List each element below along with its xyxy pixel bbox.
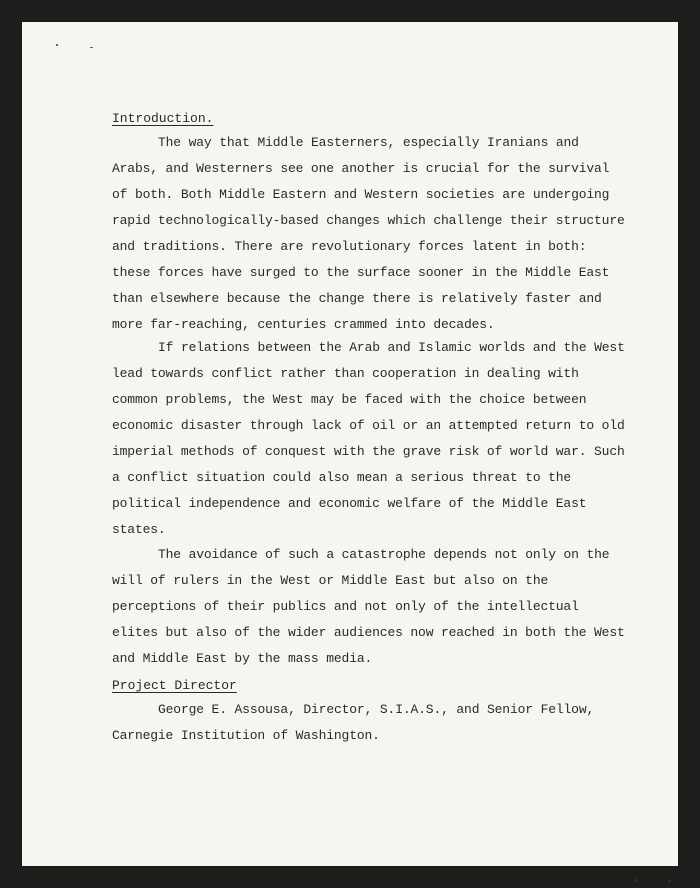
- project-director-paragraph: George E. Assousa, Director, S.I.A.S., and Senior Fellow, Carnegie Institution of Washington.: [112, 702, 595, 743]
- speck-mark: [56, 44, 58, 46]
- speck-mark: [634, 879, 637, 882]
- project-director-heading: Project Director: [112, 678, 237, 693]
- paragraph-2: If relations between the Arab and Islamic worlds and the West lead towards conflict rather than cooperation in dealing with common problems, the West may be faced with the choice between economic disaster through lack of oil or an attempted return to old imperial methods of conquest with the grave risk of world war. Such a conflict situation could also mean a serious threat to the political independence and economic welfare of the Middle East states.: [112, 340, 625, 537]
- speck-mark: [90, 47, 93, 48]
- introduction-heading: Introduction.: [112, 111, 214, 126]
- speck-mark: [668, 880, 671, 882]
- paragraph-1: The way that Middle Easterners, especially Iranians and Arabs, and Westerners see one another is crucial for the survival of both. Both Middle Eastern and Western societies are undergoing rapid technologically-based changes which challenge their structure and traditions. There are revolutionary forces latent in both: these forces have surged to the surface sooner in the Middle East than elsewhere because the change there is relatively faster and more far-reaching, centuries crammed into decades.: [112, 135, 625, 332]
- document-page: [22, 22, 678, 866]
- paragraph-3: The avoidance of such a catastrophe depends not only on the will of rulers in the West or Middle East but also on the perceptions of their publics and not only of the intellectual elites but also of the wider audiences now reached in both the West and Middle East by the mass media.: [112, 547, 625, 666]
